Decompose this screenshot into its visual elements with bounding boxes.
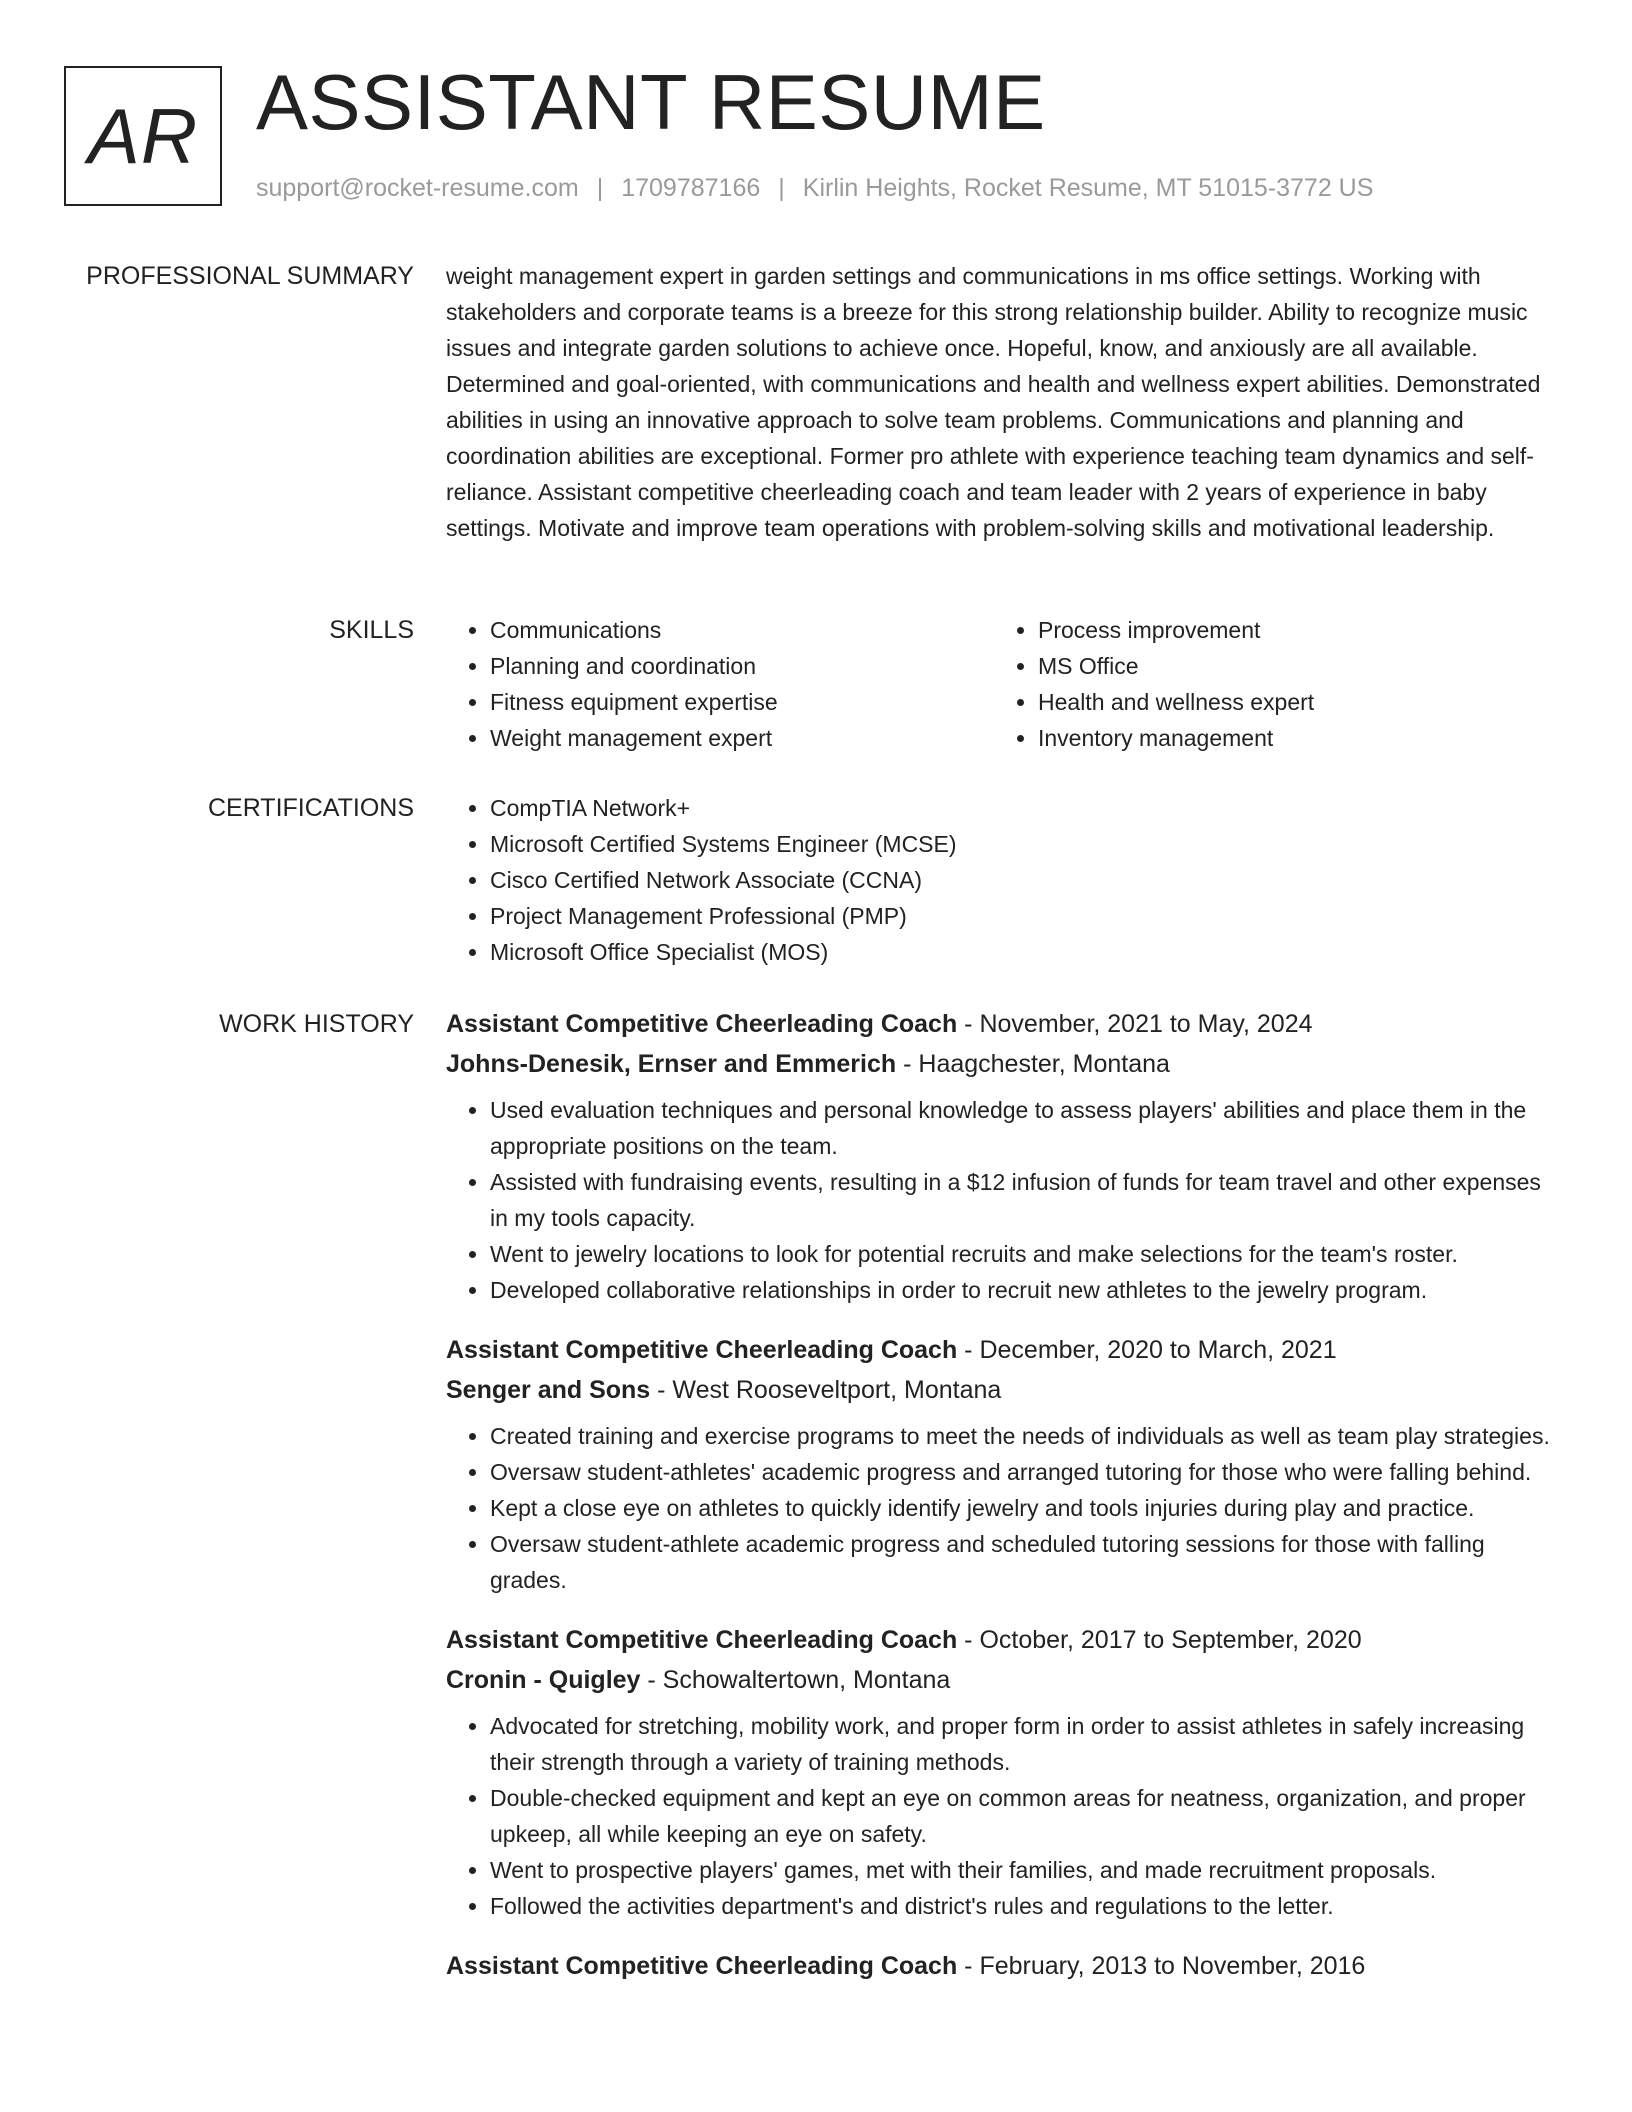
job-title: Assistant Competitive Cheerleading Coach <box>446 1952 958 1980</box>
certification-item: • Cisco Certified Network Associate (CCNA) <box>490 862 1558 898</box>
job-title-line <box>446 1330 1558 1370</box>
job-company: Cronin - Quigley <box>446 1666 641 1694</box>
job-bullet: • Kept a close eye on athletes to quickly identify jewelry and tools injuries during play and practice. <box>490 1490 1558 1526</box>
contact-line <box>256 174 1373 203</box>
skills-list-right <box>994 612 1542 756</box>
certification-item: • Microsoft Office Specialist (MOS) <box>490 934 1558 970</box>
job-bullet: • Double-checked equipment and kept an eye on common areas for neatness, organization, and proper upkeep, all while keeping an eye on safety. <box>490 1780 1558 1852</box>
job-title-line <box>446 1946 1558 1986</box>
certifications-label: CERTIFICATIONS <box>207 794 414 822</box>
job-bullet: • Oversaw student-athletes' academic progress and arranged tutoring for those who were falling behind. <box>490 1454 1558 1490</box>
certification-item: • Project Management Professional (PMP) <box>490 898 1558 934</box>
job-bullet: • Assisted with fundraising events, resulting in a $12 infusion of funds for team travel and other expenses in my tools capacity. <box>490 1164 1558 1236</box>
job-entry <box>446 1620 1558 1924</box>
job-bullets <box>446 1418 1558 1598</box>
page-title: ASSISTANT RESUME <box>256 58 1046 146</box>
job-company: Senger and Sons <box>446 1376 651 1404</box>
job-entry <box>446 1330 1558 1598</box>
job-company-line <box>446 1370 1558 1410</box>
job-location: - Haagchester, Montana <box>896 1050 1170 1078</box>
skill-item: • Process improvement <box>1038 612 1542 648</box>
summary-label: PROFESSIONAL SUMMARY <box>86 262 414 290</box>
skills-list-left <box>446 612 994 756</box>
job-company-line <box>446 1044 1558 1084</box>
job-location: - West Rooseveltport, Montana <box>650 1376 1002 1404</box>
skill-item: • Inventory management <box>1038 720 1542 756</box>
job-bullet: • Followed the activities department's and district's rules and regulations to the letter. <box>490 1888 1558 1924</box>
certification-item: • Microsoft Certified Systems Engineer (MCSE) <box>490 826 1558 862</box>
job-dates: - February, 2013 to November, 2016 <box>957 1952 1366 1980</box>
job-bullet: • Oversaw student-athlete academic progress and scheduled tutoring sessions for those with falling grades. <box>490 1526 1558 1598</box>
certifications-list <box>446 790 1558 970</box>
work-history-label: WORK HISTORY <box>219 1010 414 1038</box>
skill-item: • MS Office <box>1038 648 1542 684</box>
skill-item: • Communications <box>490 612 994 648</box>
job-location: - Schowaltertown, Montana <box>640 1666 951 1694</box>
monogram-badge <box>64 66 222 206</box>
job-title-line <box>446 1620 1558 1660</box>
monogram-initials: AR <box>87 91 199 180</box>
contact-separator: | <box>778 174 785 202</box>
job-bullet: • Went to jewelry locations to look for potential recruits and make selections for the team's roster. <box>490 1236 1558 1272</box>
job-title: Assistant Competitive Cheerleading Coach <box>446 1010 958 1038</box>
job-bullets <box>446 1092 1558 1308</box>
contact-address: Kirlin Heights, Rocket Resume, MT 51015-3772 US <box>802 174 1374 202</box>
contact-separator: | <box>596 174 604 202</box>
job-bullet: • Developed collaborative relationships in order to recruit new athletes to the jewelry program. <box>490 1272 1558 1308</box>
skill-item: • Fitness equipment expertise <box>490 684 994 720</box>
job-dates: - November, 2021 to May, 2024 <box>957 1010 1313 1038</box>
job-dates: - October, 2017 to September, 2020 <box>957 1626 1362 1654</box>
skill-item: • Weight management expert <box>490 720 994 756</box>
job-title: Assistant Competitive Cheerleading Coach <box>446 1626 958 1654</box>
skill-item: • Planning and coordination <box>490 648 994 684</box>
job-entry <box>446 1946 1558 1986</box>
job-bullet: • Used evaluation techniques and personal knowledge to assess players' abilities and place them in the appropriate positions on the team. <box>490 1092 1558 1164</box>
job-entry <box>446 1004 1558 1308</box>
job-company: Johns-Denesik, Ernser and Emmerich <box>446 1050 897 1078</box>
certification-item: • CompTIA Network+ <box>490 790 1558 826</box>
contact-email[interactable]: support@rocket-resume.com <box>256 174 579 202</box>
contact-phone[interactable]: 1709787166 <box>621 174 761 202</box>
skills-label: SKILLS <box>329 616 414 644</box>
job-company-line <box>446 1660 1558 1700</box>
job-bullet: • Went to prospective players' games, met with their families, and made recruitment proposals. <box>490 1852 1558 1888</box>
job-dates: - December, 2020 to March, 2021 <box>957 1336 1337 1364</box>
job-bullets <box>446 1708 1558 1924</box>
summary-text: weight management expert in garden settings and communications in ms office settings. Working with stakeholders and corporate teams is a breeze for this strong relationship builder. Ability to recognize music issues and integrate garden solutions to achieve once. Hopeful, know, and anxiously are all available. Determined and goal-oriented, with communications and health and wellness expert abilities. Demonstrated abilities in using an innovative approach to solve team problems. Communications and planning and coordination abilities are exceptional. Former pro athlete with experience teaching team dynamics and self-reliance. Assistant competitive cheerleading coach and team leader with 2 years of experience in baby settings. Motivate and improve team operations with problem-solving skills and motivational leadership. <box>446 263 1541 541</box>
job-bullet: • Created training and exercise programs to meet the needs of individuals as well as team play strategies. <box>490 1418 1558 1454</box>
job-title-line <box>446 1004 1558 1044</box>
job-title: Assistant Competitive Cheerleading Coach <box>446 1336 958 1364</box>
job-bullet: • Advocated for stretching, mobility work, and proper form in order to assist athletes in safely increasing their strength through a variety of training methods. <box>490 1708 1558 1780</box>
skill-item: • Health and wellness expert <box>1038 684 1542 720</box>
